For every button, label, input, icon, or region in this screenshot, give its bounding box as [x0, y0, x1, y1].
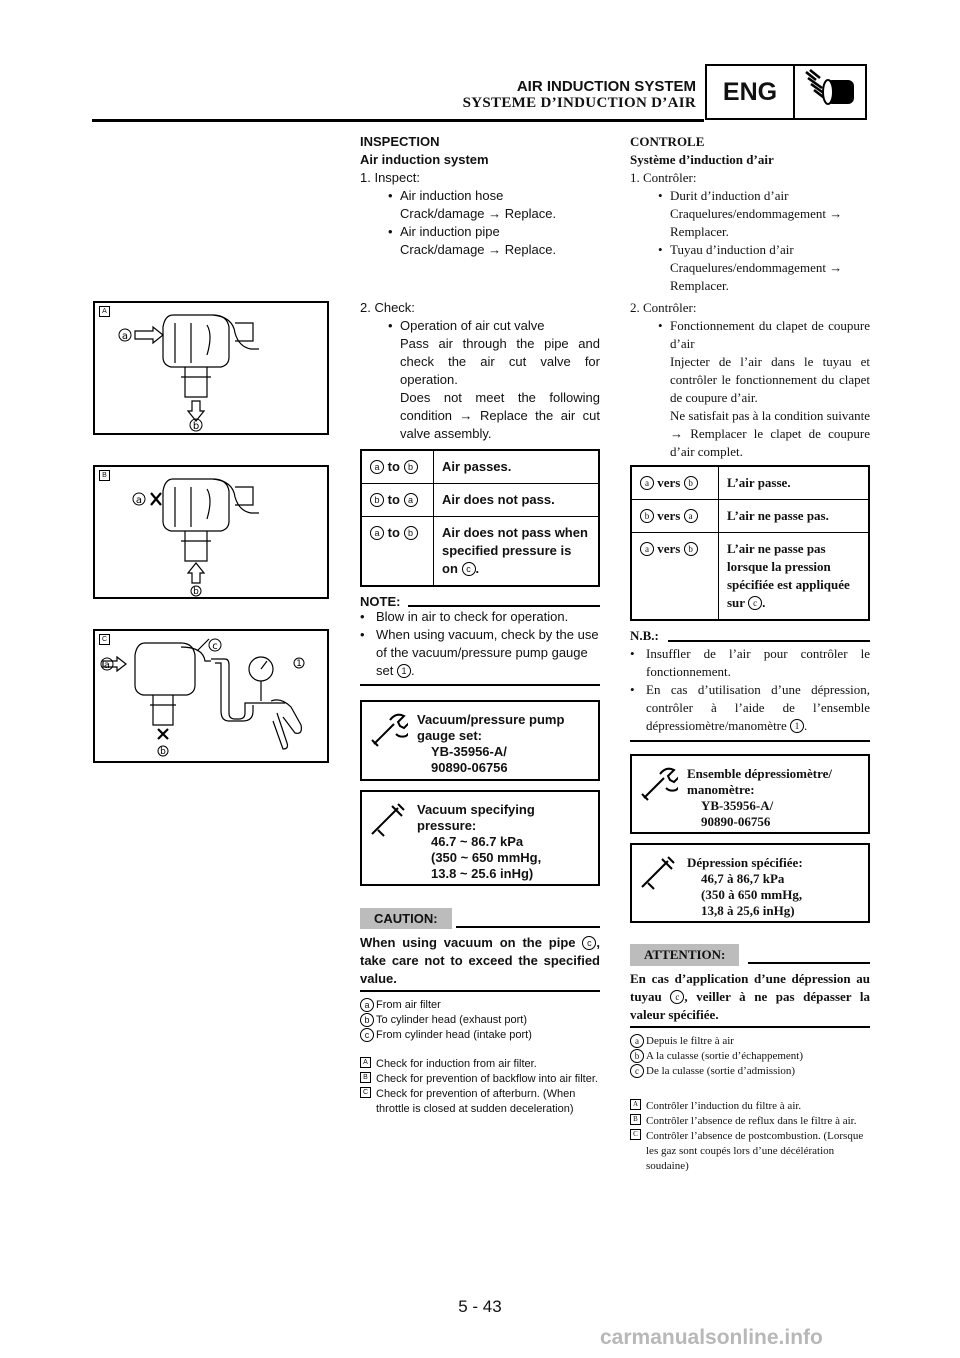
- caution-rule: [456, 926, 600, 928]
- label-c: c: [212, 641, 218, 652]
- fr-legend: [630, 1034, 870, 1174]
- fr-subheading: Système d’induction d’air: [630, 152, 774, 167]
- table-row: b to a Air does not pass.: [361, 484, 599, 517]
- en-check-block: [360, 299, 600, 443]
- en-operation: • Operation of air cut valve: [360, 317, 600, 335]
- note-rule: [668, 640, 870, 642]
- en-legend: [360, 998, 600, 1117]
- fr-notes: [630, 645, 870, 735]
- figure-tag: B: [99, 470, 110, 481]
- table-row: a vers b L’air ne passe pas lorsque la pression spécifiée est appliquée sur c .: [631, 533, 869, 621]
- wrench-icon: [368, 710, 408, 750]
- list-item: B Check for prevention of backflow into air filter.: [360, 1072, 600, 1087]
- label-a: a: [103, 660, 111, 671]
- list-item: b A la culasse (sortie d’échappement): [630, 1049, 870, 1064]
- fr-step1: 1. Contrôler:: [630, 170, 697, 185]
- figure-tag: A: [99, 306, 110, 317]
- list-item: B Contrôler l’absence de reflux dans le filtre à air.: [630, 1114, 870, 1129]
- list-item: • Blow in air to check for operation.: [360, 609, 569, 624]
- en-spec-title: Vacuum specifying pressure:: [417, 802, 535, 833]
- en-caution-text: When using vacuum on the pipe c , take care not to exceed the specified value.: [360, 935, 600, 986]
- list-item: • When using vacuum, check by the use of the vacuum/pressure pump gauge set 1 .: [360, 627, 599, 678]
- caution-end-rule: [630, 1026, 870, 1028]
- section-label: ENG: [707, 66, 795, 118]
- list-item: c From cylinder head (intake port): [360, 1028, 600, 1043]
- table-row: a vers b L’air passe.: [631, 466, 869, 500]
- en-hose: • Air induction hose: [360, 187, 600, 205]
- fr-pipe-result: Craquelures/endommagement → Remplacer.: [670, 260, 843, 293]
- table-row: b vers a L’air ne passe pas.: [631, 500, 869, 533]
- page-number: 5 - 43: [458, 1297, 502, 1316]
- list-item: • Insuffler de l’air pour contrôler le fonctionnement.: [630, 646, 870, 679]
- list-item: b To cylinder head (exhaust port): [360, 1013, 600, 1028]
- label-a: a: [135, 495, 143, 506]
- en-pipe-result: Crack/damage → Replace.: [400, 242, 557, 257]
- note-end-rule: [630, 740, 870, 742]
- fr-spec-title: Dépression spécifiée:: [687, 855, 803, 870]
- fr-hose-result: Craquelures/endommagement → Remplacer.: [670, 206, 843, 239]
- en-operation-text2: Does not meet the following condition → Replace the air cut valve assembly.: [400, 390, 600, 441]
- table-row: a to b Air passes.: [361, 450, 599, 484]
- fr-step2: 2. Contrôler:: [630, 300, 697, 315]
- label-b: b: [193, 587, 199, 597]
- air-cut-valve-diagram: [95, 303, 327, 433]
- figure-b: [93, 465, 329, 599]
- fr-spec-value: 13,8 à 25,6 inHg): [701, 903, 795, 918]
- caliper-icon: [368, 800, 408, 840]
- label-a: a: [121, 331, 129, 342]
- list-item: A Contrôler l’induction du filtre à air.: [630, 1099, 870, 1114]
- fr-caution-text: En cas d’application d’une dépression au tuyau c , veiller à ne pas dépasser la valeur spécifiée.: [630, 971, 871, 1022]
- list-item: c De la culasse (sortie d’admission): [630, 1064, 870, 1079]
- air-cut-valve-vacuum-diagram: [95, 631, 327, 761]
- label-b: b: [192, 421, 200, 432]
- label-1: 1: [296, 659, 302, 669]
- table-row: a to b Air does not pass when specified pressure is on c .: [361, 517, 599, 587]
- fr-heading: CONTROLE: [630, 134, 705, 149]
- caution-rule: [748, 962, 870, 964]
- en-spec-box: [360, 790, 600, 886]
- en-operation-text: Pass air through the pipe and check the air cut valve for operation.: [400, 336, 600, 387]
- header-title-fr: SYSTEME D’INDUCTION D’AIR: [462, 95, 696, 111]
- label-b: b: [160, 747, 166, 757]
- air-cut-valve-diagram: [95, 467, 327, 597]
- header-title-en: AIR INDUCTION SYSTEM: [516, 78, 696, 95]
- fr-condition-table: [630, 465, 870, 621]
- fr-check-block: [630, 299, 870, 461]
- fr-operation: • Fonctionnement du clapet de coupure d’air: [630, 317, 870, 353]
- caution-end-rule: [360, 990, 600, 992]
- fr-tool-title: Ensemble dépressiomètre/ manomètre:: [687, 766, 833, 797]
- en-tool-number: 90890-06756: [431, 760, 508, 775]
- en-subheading: Air induction system: [360, 152, 489, 167]
- engine-bolt-icon: [795, 66, 865, 118]
- fr-inspection-block: [630, 133, 870, 295]
- caliper-icon: [638, 853, 678, 893]
- list-item: • En cas d’utilisation d’une dépression, contrôler à l’aide de l’ensemble dépressiomètre/manomètre 1 .: [630, 682, 870, 733]
- en-hose-result: Crack/damage → Replace.: [400, 206, 557, 221]
- list-item: a From air filter: [360, 998, 600, 1013]
- list-item: A Check for induction from air filter.: [360, 1057, 600, 1072]
- list-item: C Contrôler l’absence de postcombustion. (Lorsque les gaz sont coupés lors d’une décélération soudaine): [630, 1129, 870, 1174]
- figure-c: [93, 629, 329, 763]
- en-spec-value: 13.8 ~ 25.6 inHg): [431, 866, 534, 881]
- wrench-icon: [638, 764, 678, 804]
- en-notes: [360, 608, 600, 680]
- en-tool-title: Vacuum/pressure pump gauge set:: [417, 712, 565, 743]
- fr-hose: • Durit d’induction d’air: [630, 187, 870, 205]
- list-item: C Check for prevention of afterburn. (When throttle is closed at sudden deceleration): [360, 1087, 600, 1117]
- fr-tool-box: [630, 754, 870, 834]
- en-caution-badge: CAUTION:: [360, 908, 452, 929]
- en-note-label: NOTE:: [360, 594, 401, 609]
- en-condition-table: [360, 449, 600, 587]
- section-badge: [705, 64, 867, 120]
- watermark: carmanualsonline.info: [600, 1326, 823, 1349]
- en-spec-value: 46.7 ~ 86.7 kPa: [431, 834, 524, 849]
- en-inspection-block: [360, 133, 600, 259]
- note-end-rule: [360, 684, 600, 686]
- en-pipe: • Air induction pipe: [360, 223, 600, 241]
- fr-operation-text: Injecter de l’air dans le tuyau et contrôler le fonctionnement du clapet de coupure d’air.: [670, 354, 870, 405]
- en-step2: 2. Check:: [360, 300, 415, 315]
- figure-a: [93, 301, 329, 435]
- fr-tool-number: 90890-06756: [701, 814, 771, 829]
- fr-spec-box: [630, 843, 870, 923]
- fr-tool-number: YB-35956-A/: [701, 798, 774, 813]
- fr-pipe: • Tuyau d’induction d’air: [630, 241, 870, 259]
- fr-caution-badge: ATTENTION:: [630, 944, 739, 966]
- fr-operation-text2: Ne satisfait pas à la condition suivante → Remplacer le clapet de coupure d’air complet.: [670, 408, 871, 459]
- note-rule: [408, 605, 600, 607]
- header-rule: [92, 119, 704, 122]
- list-item: a Depuis le filtre à air: [630, 1034, 870, 1049]
- en-tool-number: YB-35956-A/: [431, 744, 507, 759]
- en-spec-value: (350 ~ 650 mmHg,: [431, 850, 542, 865]
- figure-tag: C: [99, 634, 110, 645]
- en-step1: 1. Inspect:: [360, 170, 420, 185]
- fr-spec-value: (350 à 650 mmHg,: [701, 887, 803, 902]
- en-tool-box: [360, 700, 600, 781]
- fr-note-label: N.B.:: [630, 628, 659, 643]
- fr-spec-value: 46,7 à 86,7 kPa: [701, 871, 785, 886]
- en-heading: INSPECTION: [360, 134, 440, 149]
